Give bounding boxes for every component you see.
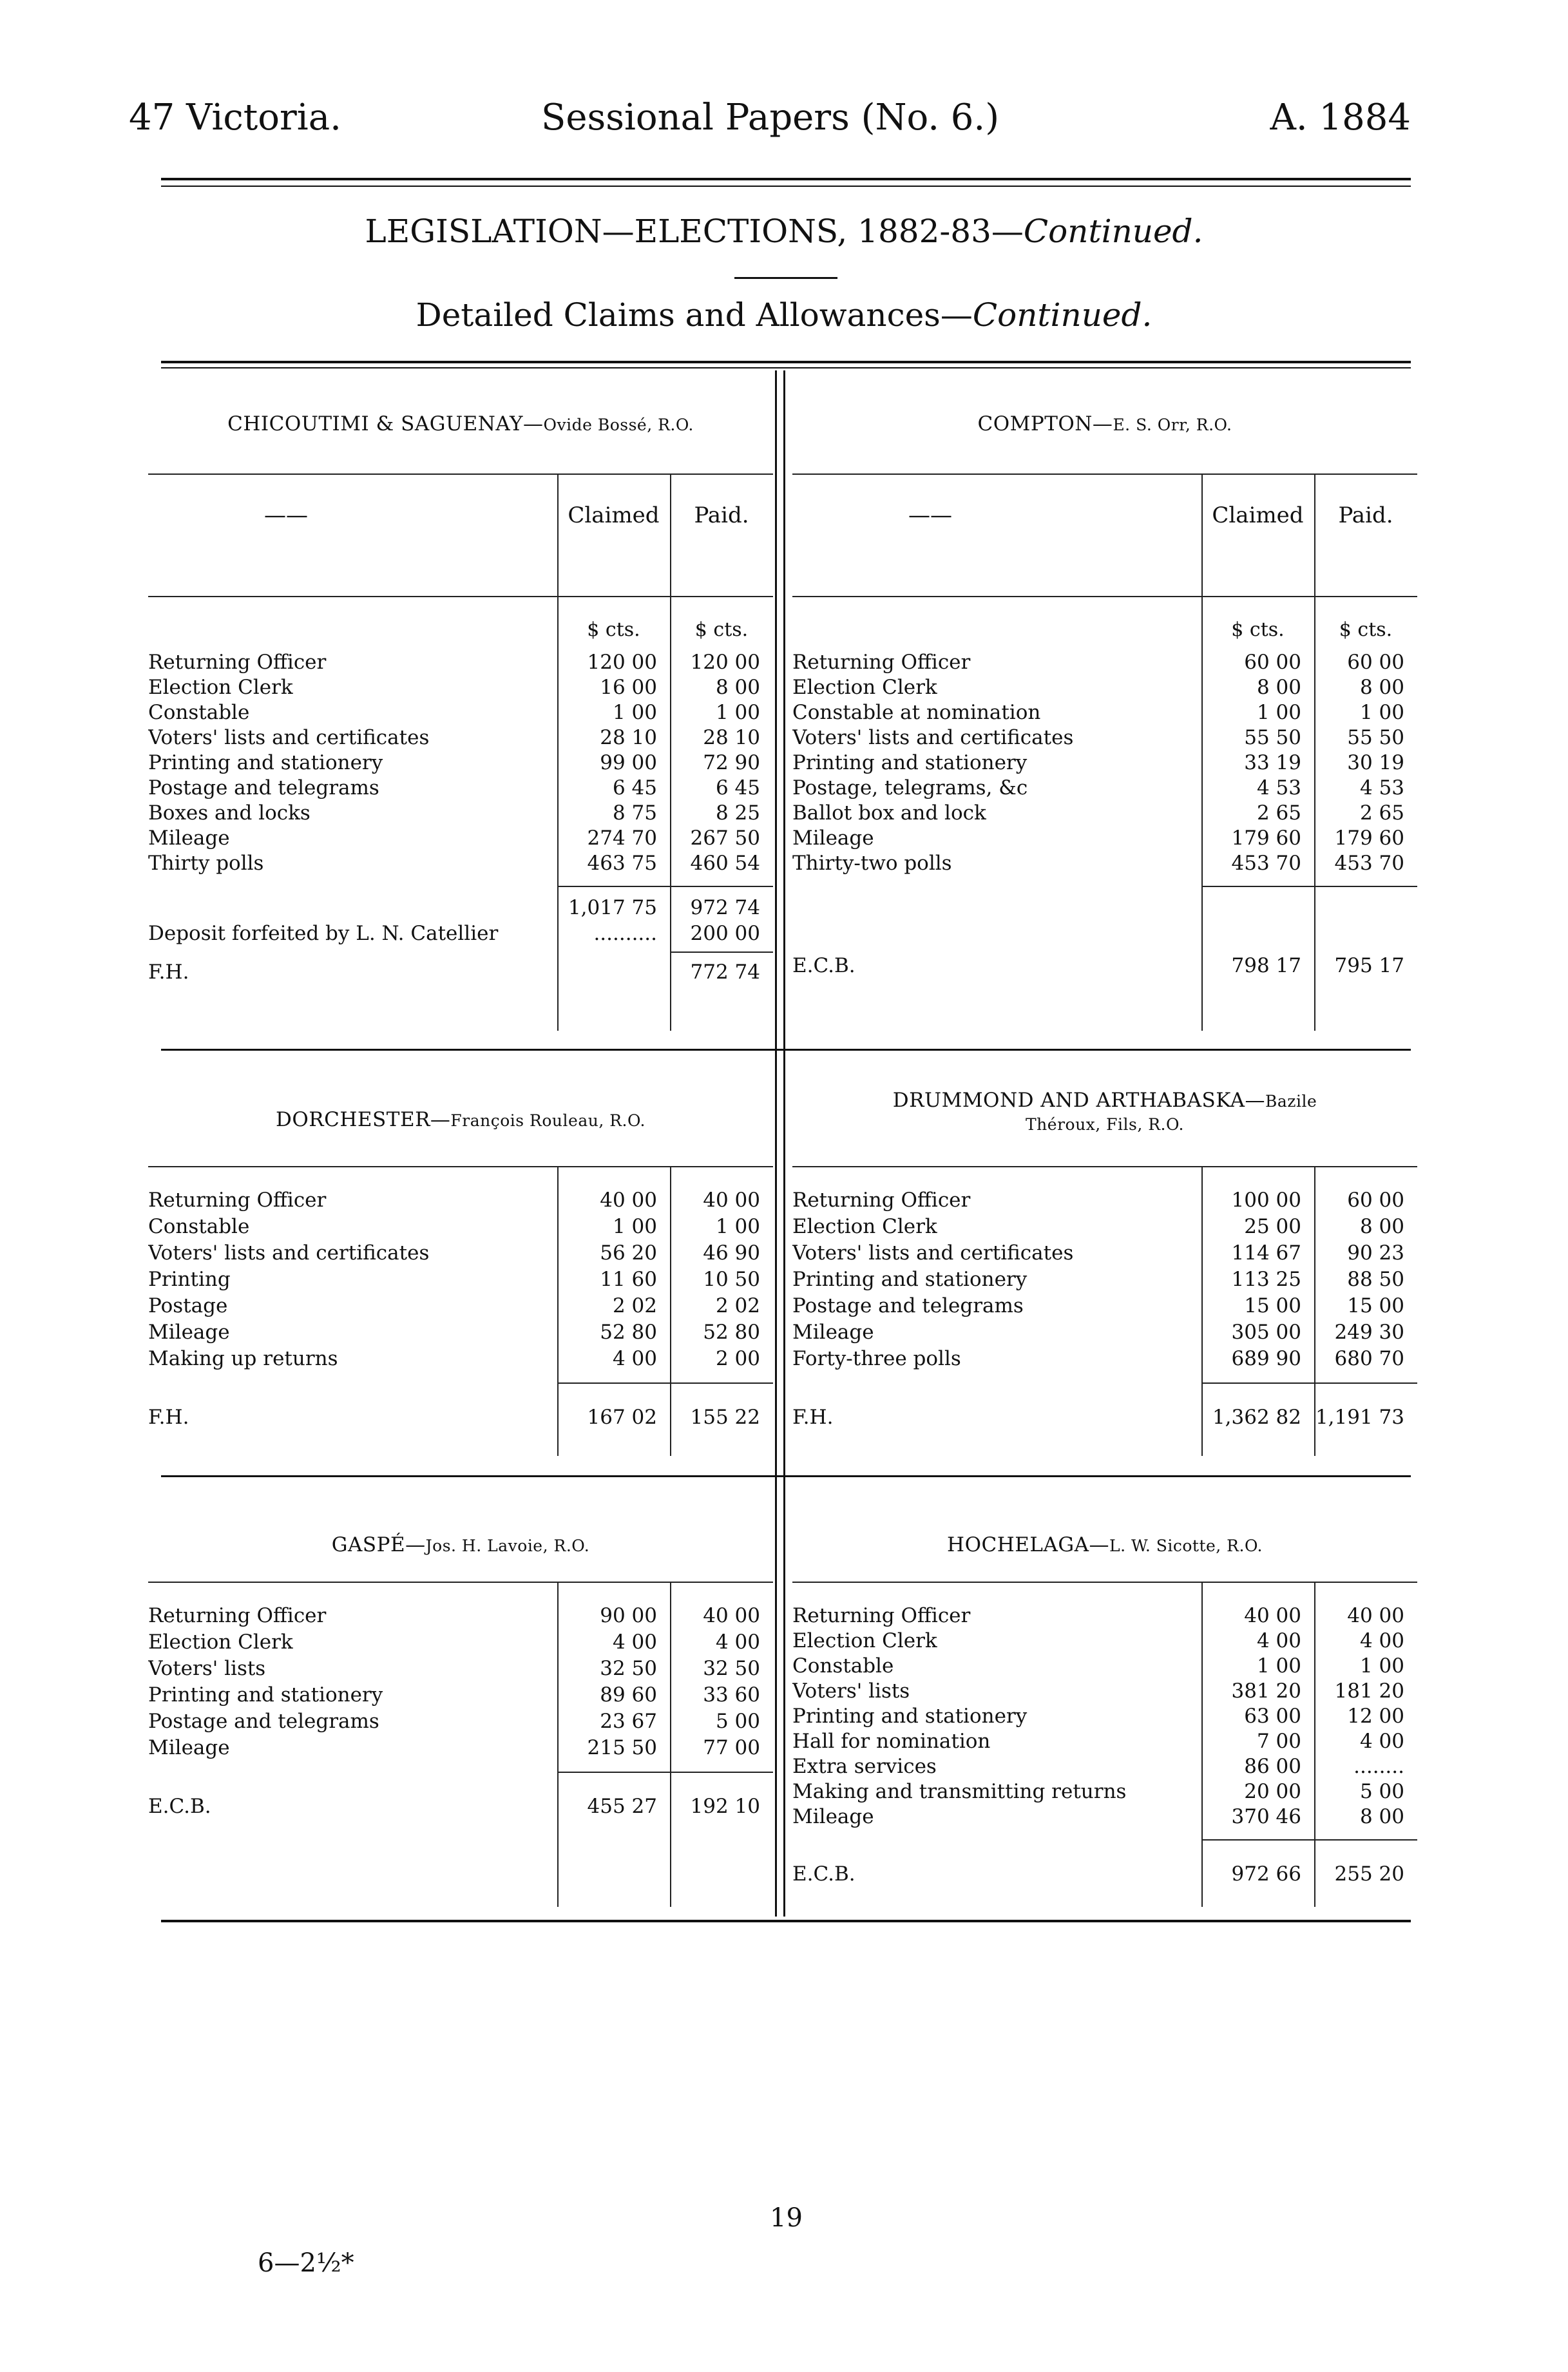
row-paid: 181 20: [1334, 1679, 1404, 1703]
row-label: F.H.: [148, 1406, 189, 1429]
row-claimed: 114 67: [1231, 1241, 1301, 1265]
table-row: [148, 1631, 773, 1656]
row-paid: 40 00: [703, 1604, 760, 1627]
row-claimed: 120 00: [587, 651, 657, 674]
row-claimed: 1 00: [612, 701, 657, 724]
table-row: [792, 1189, 1417, 1214]
row-claimed: 689 90: [1231, 1347, 1301, 1370]
table-row: [148, 1268, 773, 1294]
row-label: Mileage: [792, 1321, 874, 1344]
row-claimed: 4 00: [612, 1347, 657, 1370]
table-bottom-rule: [161, 1920, 1411, 1922]
table-row: [148, 1736, 773, 1762]
header-center: Sessional Papers (No. 6.): [541, 97, 1000, 139]
table-row: [148, 801, 773, 827]
table-row: [148, 1657, 773, 1683]
units-claimed: $ cts.: [587, 618, 640, 641]
row-claimed: 89 60: [600, 1683, 657, 1707]
table-row: [148, 1189, 773, 1214]
row-label: E.C.B.: [792, 954, 856, 977]
row-label: E.C.B.: [792, 1862, 856, 1886]
row-paid: 179 60: [1334, 827, 1404, 850]
table-row: [148, 776, 773, 802]
row-paid: 90 23: [1347, 1241, 1404, 1265]
row-paid: 453 70: [1334, 852, 1404, 875]
section-heading-officer: François Rouleau, R.O.: [450, 1111, 645, 1130]
row-label: Mileage: [792, 827, 874, 850]
table-row: [148, 1215, 773, 1241]
row-paid: 795 17: [1334, 954, 1404, 977]
section-heading-district: DORCHESTER—: [276, 1108, 451, 1131]
table-row: [792, 1705, 1417, 1730]
row-paid: 1 00: [1359, 701, 1404, 724]
row-label: Ballot box and lock: [792, 801, 986, 825]
footnote-signature: 6—2½*: [258, 2248, 354, 2278]
section-heading: [148, 1533, 773, 1556]
row-label: Voters' lists and certificates: [148, 726, 430, 749]
row-claimed: 100 00: [1231, 1189, 1301, 1212]
row-claimed: 4 00: [612, 1631, 657, 1654]
row-label: Voters' lists: [148, 1657, 266, 1680]
row-label: Constable: [148, 1215, 250, 1238]
section-rule: [148, 1582, 773, 1583]
section-gaspe: [148, 1495, 773, 1920]
row-label: Returning Officer: [148, 1189, 327, 1212]
row-label: Printing and stationery: [148, 751, 383, 774]
section-heading-district: DRUMMOND AND ARTHABASKA—: [892, 1089, 1265, 1112]
row-label: Constable at nomination: [792, 701, 1041, 724]
row-paid: 28 10: [703, 726, 760, 749]
row-label: F.H.: [148, 961, 189, 984]
page-subtitle: Detailed Claims and Allowances—Continued.: [416, 296, 1152, 334]
table-row: [792, 1780, 1417, 1806]
column-header-rule: [792, 596, 1417, 597]
band-rule-1: [161, 1049, 1411, 1051]
table-row: [148, 1683, 773, 1709]
row-label: Postage and telegrams: [148, 776, 379, 799]
row-paid: 4 00: [1359, 1730, 1404, 1753]
row-paid: 4 00: [715, 1631, 760, 1654]
row-paid: 680 70: [1334, 1347, 1404, 1370]
row-label: Election Clerk: [792, 1215, 937, 1238]
section-hochelaga: [792, 1495, 1417, 1920]
section-rule: [792, 1166, 1417, 1167]
row-paid: 8 00: [1359, 676, 1404, 699]
total-row: [148, 1795, 773, 1821]
row-claimed: 1 00: [612, 1215, 657, 1238]
total-rule: [557, 1772, 773, 1773]
row-label: Election Clerk: [148, 1631, 293, 1654]
row-paid: 46 90: [703, 1241, 760, 1265]
row-label: Deposit forfeited by L. N. Catellier: [148, 922, 499, 945]
section-drummond: [792, 1069, 1417, 1469]
row-claimed: 215 50: [587, 1736, 657, 1759]
table-row: [148, 751, 773, 777]
row-claimed: 56 20: [600, 1241, 657, 1265]
row-claimed: 40 00: [600, 1189, 657, 1212]
row-label: Constable: [148, 701, 250, 724]
row-label: Returning Officer: [792, 1189, 971, 1212]
row-claimed: 381 20: [1231, 1679, 1301, 1703]
row-paid: 772 74: [690, 961, 760, 984]
units-paid: $ cts.: [1339, 618, 1393, 641]
row-claimed: 90 00: [600, 1604, 657, 1627]
row-claimed: 2 02: [612, 1294, 657, 1317]
total-row: [148, 961, 773, 986]
total-row: [792, 1406, 1417, 1431]
header-left: 47 Victoria.: [129, 97, 341, 139]
row-paid: 120 00: [690, 651, 760, 674]
row-paid: 52 80: [703, 1321, 760, 1344]
row-paid: 15 00: [1347, 1294, 1404, 1317]
row-paid: 255 20: [1334, 1862, 1404, 1886]
row-claimed: 63 00: [1244, 1705, 1301, 1728]
row-claimed: 1 00: [1256, 701, 1301, 724]
table-row: [148, 1347, 773, 1373]
section-heading-officer: L. W. Sicotte, R.O.: [1109, 1536, 1263, 1555]
row-paid: 60 00: [1347, 1189, 1404, 1212]
row-paid: 4 53: [1359, 776, 1404, 799]
row-label: Constable: [792, 1654, 894, 1678]
row-label: Printing and stationery: [792, 1268, 1028, 1291]
row-claimed: 274 70: [587, 827, 657, 850]
row-label: E.C.B.: [148, 1795, 211, 1818]
section-heading-officer: Jos. H. Lavoie, R.O.: [425, 1536, 590, 1555]
table-top-rule-thin: [161, 367, 1411, 368]
total-rule: [1201, 1382, 1417, 1384]
row-label: Returning Officer: [148, 1604, 327, 1627]
total-rule: [1201, 886, 1417, 887]
row-paid: 30 19: [1347, 751, 1404, 774]
row-label: Voters' lists: [792, 1679, 910, 1703]
row-paid: 200 00: [690, 922, 760, 945]
row-paid: 60 00: [1347, 651, 1404, 674]
row-label: Voters' lists and certificates: [792, 1241, 1074, 1265]
row-paid: 460 54: [690, 852, 760, 875]
row-label: Election Clerk: [148, 676, 293, 699]
section-dorchester: [148, 1069, 773, 1469]
section-rule: [148, 473, 773, 475]
column-header-rule: [148, 596, 773, 597]
section-rule: [148, 1166, 773, 1167]
row-claimed: 1 00: [1256, 1654, 1301, 1678]
table-row: [148, 1321, 773, 1346]
row-claimed: 16 00: [600, 676, 657, 699]
section-heading-officer-cont: Théroux, Fils, R.O.: [1026, 1115, 1184, 1134]
row-claimed: 1,362 82: [1212, 1406, 1301, 1429]
row-claimed: 23 67: [600, 1710, 657, 1733]
row-label: Making and transmitting returns: [792, 1780, 1127, 1803]
row-label: Mileage: [792, 1805, 874, 1828]
row-claimed: 8 00: [1256, 676, 1301, 699]
row-claimed: 8 75: [612, 801, 657, 825]
total-row: [792, 1862, 1417, 1888]
table-row: [792, 1347, 1417, 1373]
row-label: Printing: [148, 1268, 231, 1291]
row-claimed: 453 70: [1231, 852, 1301, 875]
table-row: [792, 676, 1417, 702]
table-row: [792, 1730, 1417, 1755]
section-heading: [792, 1089, 1417, 1135]
row-claimed: 99 00: [600, 751, 657, 774]
table-row: [148, 676, 773, 702]
row-paid: 8 00: [1359, 1805, 1404, 1828]
row-paid: 10 50: [703, 1268, 760, 1291]
column-header-paid: Paid.: [694, 502, 749, 528]
row-label: Postage and telegrams: [148, 1710, 379, 1733]
subtotal-row: [148, 896, 773, 922]
table-row: [148, 1241, 773, 1267]
total-row: [148, 1406, 773, 1431]
section-heading: [148, 412, 773, 435]
page-number: 19: [770, 2203, 803, 2233]
row-label: Making up returns: [148, 1347, 338, 1370]
table-row: [792, 726, 1417, 752]
row-paid: 1 00: [715, 1215, 760, 1238]
table-row: [792, 1215, 1417, 1241]
table-row: [792, 1654, 1417, 1680]
row-paid: 88 50: [1347, 1268, 1404, 1291]
row-label: Election Clerk: [792, 676, 937, 699]
row-claimed: 370 46: [1231, 1805, 1301, 1828]
column-header-claimed: Claimed: [1212, 502, 1304, 528]
row-claimed: 4 00: [1256, 1629, 1301, 1652]
section-heading-district: GASPÉ—: [331, 1533, 426, 1556]
table-row: [792, 701, 1417, 727]
table-row: [792, 1629, 1417, 1655]
table-row: [148, 726, 773, 752]
row-label: Postage and telegrams: [792, 1294, 1024, 1317]
section-chicoutimi: [148, 412, 773, 1044]
row-label: Thirty-two polls: [792, 852, 952, 875]
section-heading: [792, 1533, 1417, 1556]
table-row: [148, 1604, 773, 1630]
subtotal-claimed: 1,017 75: [568, 896, 657, 919]
row-paid: 8 00: [1359, 1215, 1404, 1238]
row-claimed: 25 00: [1244, 1215, 1301, 1238]
row-claimed: 11 60: [600, 1268, 657, 1291]
header-rule-thin: [161, 186, 1411, 187]
row-paid: 55 50: [1347, 726, 1404, 749]
header-rule: [161, 178, 1411, 180]
row-label: Voters' lists and certificates: [792, 726, 1074, 749]
row-paid: 249 30: [1334, 1321, 1404, 1344]
units-paid: $ cts.: [694, 618, 749, 641]
row-claimed: 60 00: [1244, 651, 1301, 674]
row-claimed: 972 66: [1231, 1862, 1301, 1886]
row-label: F.H.: [792, 1406, 834, 1429]
row-paid: 40 00: [703, 1189, 760, 1212]
table-row: [148, 1294, 773, 1320]
subtotal-paid: 972 74: [690, 896, 760, 919]
row-label: Voters' lists and certificates: [148, 1241, 430, 1265]
row-paid: 267 50: [690, 827, 760, 850]
section-heading-district: COMPTON—: [977, 412, 1113, 435]
row-claimed: 305 00: [1231, 1321, 1301, 1344]
row-label: Thirty polls: [148, 852, 264, 875]
total-rule: [670, 952, 773, 953]
section-rule: [792, 1582, 1417, 1583]
section-rule: [792, 473, 1417, 475]
row-claimed: 455 27: [587, 1795, 657, 1818]
row-label: Returning Officer: [148, 651, 327, 674]
row-claimed: 4 53: [1256, 776, 1301, 799]
table-row: [792, 852, 1417, 877]
table-row: [792, 1294, 1417, 1320]
total-rule: [557, 1382, 773, 1384]
row-claimed: 15 00: [1244, 1294, 1301, 1317]
row-paid: 5 00: [715, 1710, 760, 1733]
row-label: Boxes and locks: [148, 801, 311, 825]
section-heading: [148, 1108, 773, 1131]
section-heading-officer: Ovide Bossé, R.O.: [543, 416, 694, 434]
table-row: [792, 751, 1417, 777]
table-row: [792, 1679, 1417, 1705]
deposit-row: [148, 922, 773, 948]
row-claimed: 20 00: [1244, 1780, 1301, 1803]
table-row: [792, 801, 1417, 827]
total-rule: [1201, 1839, 1417, 1841]
row-label: Forty-three polls: [792, 1347, 961, 1370]
units-claimed: $ cts.: [1231, 618, 1285, 641]
row-claimed: 33 19: [1244, 751, 1301, 774]
section-compton: [792, 412, 1417, 1044]
total-rule: [557, 886, 773, 887]
row-paid: 72 90: [703, 751, 760, 774]
section-heading: [792, 412, 1417, 435]
table-row: [148, 1710, 773, 1736]
row-paid: 2 65: [1359, 801, 1404, 825]
row-paid: 8 25: [715, 801, 760, 825]
row-claimed: 179 60: [1231, 827, 1301, 850]
row-label: Printing and stationery: [148, 1683, 383, 1707]
row-paid: 155 22: [690, 1406, 760, 1429]
row-label: Postage: [148, 1294, 228, 1317]
table-row: [792, 1321, 1417, 1346]
band-rule-2: [161, 1475, 1411, 1477]
page-title: LEGISLATION—ELECTIONS, 1882-83—Continued.: [365, 213, 1203, 250]
section-heading-officer: Bazile: [1265, 1092, 1317, 1111]
row-label: Extra services: [792, 1755, 937, 1778]
row-label: Hall for nomination: [792, 1730, 991, 1753]
column-header-item: ——: [908, 502, 952, 528]
table-row: [792, 827, 1417, 852]
row-label: Returning Officer: [792, 1604, 971, 1627]
row-paid: 6 45: [715, 776, 760, 799]
table-row: [792, 1241, 1417, 1267]
header-right: A. 1884: [1270, 97, 1411, 139]
row-claimed: 6 45: [612, 776, 657, 799]
row-label: Election Clerk: [792, 1629, 937, 1652]
row-label: Mileage: [148, 1321, 230, 1344]
table-row: [792, 776, 1417, 802]
column-divider: [775, 370, 785, 1917]
section-heading-district: CHICOUTIMI & SAGUENAY—: [227, 412, 544, 435]
row-claimed: 55 50: [1244, 726, 1301, 749]
row-label: Printing and stationery: [792, 751, 1028, 774]
running-header: [129, 97, 1411, 148]
row-paid: 2 02: [715, 1294, 760, 1317]
table-row: [148, 827, 773, 852]
row-paid: 192 10: [690, 1795, 760, 1818]
row-paid: 1,191 73: [1315, 1406, 1404, 1429]
table-row: [148, 852, 773, 877]
row-paid: 32 50: [703, 1657, 760, 1680]
row-paid: 40 00: [1347, 1604, 1404, 1627]
title-divider: [734, 277, 837, 279]
row-claimed: 167 02: [587, 1406, 657, 1429]
table-row: [792, 1805, 1417, 1831]
row-label: Printing and stationery: [792, 1705, 1028, 1728]
row-paid: 33 60: [703, 1683, 760, 1707]
row-claimed: 113 25: [1231, 1268, 1301, 1291]
row-claimed: 28 10: [600, 726, 657, 749]
row-paid: 1 00: [715, 701, 760, 724]
row-claimed: 32 50: [600, 1657, 657, 1680]
table-row: [148, 701, 773, 727]
row-paid: 77 00: [703, 1736, 760, 1759]
row-paid: 2 00: [715, 1347, 760, 1370]
row-paid: ........: [1353, 1755, 1404, 1778]
row-label: Postage, telegrams, &c: [792, 776, 1028, 799]
section-heading-district: HOCHELAGA—: [947, 1533, 1110, 1556]
column-header-item: ——: [264, 502, 308, 528]
section-heading-officer: E. S. Orr, R.O.: [1113, 416, 1232, 434]
table-row: [792, 651, 1417, 676]
table-top-rule: [161, 361, 1411, 363]
total-row: [792, 954, 1417, 980]
row-claimed: 798 17: [1231, 954, 1301, 977]
row-label: Mileage: [148, 827, 230, 850]
table-row: [792, 1268, 1417, 1294]
row-claimed: 52 80: [600, 1321, 657, 1344]
row-paid: 4 00: [1359, 1629, 1404, 1652]
row-claimed: 86 00: [1244, 1755, 1301, 1778]
row-claimed: ..........: [593, 922, 657, 945]
row-label: Mileage: [148, 1736, 230, 1759]
column-header-claimed: Claimed: [568, 502, 660, 528]
table-row: [792, 1604, 1417, 1630]
column-header-paid: Paid.: [1338, 502, 1393, 528]
row-claimed: 463 75: [587, 852, 657, 875]
row-claimed: 2 65: [1256, 801, 1301, 825]
table-row: [792, 1755, 1417, 1781]
row-claimed: 40 00: [1244, 1604, 1301, 1627]
row-paid: 8 00: [715, 676, 760, 699]
row-paid: 12 00: [1347, 1705, 1404, 1728]
row-paid: 1 00: [1359, 1654, 1404, 1678]
table-row: [148, 651, 773, 676]
row-claimed: 7 00: [1256, 1730, 1301, 1753]
row-paid: 5 00: [1359, 1780, 1404, 1803]
row-label: Returning Officer: [792, 651, 971, 674]
